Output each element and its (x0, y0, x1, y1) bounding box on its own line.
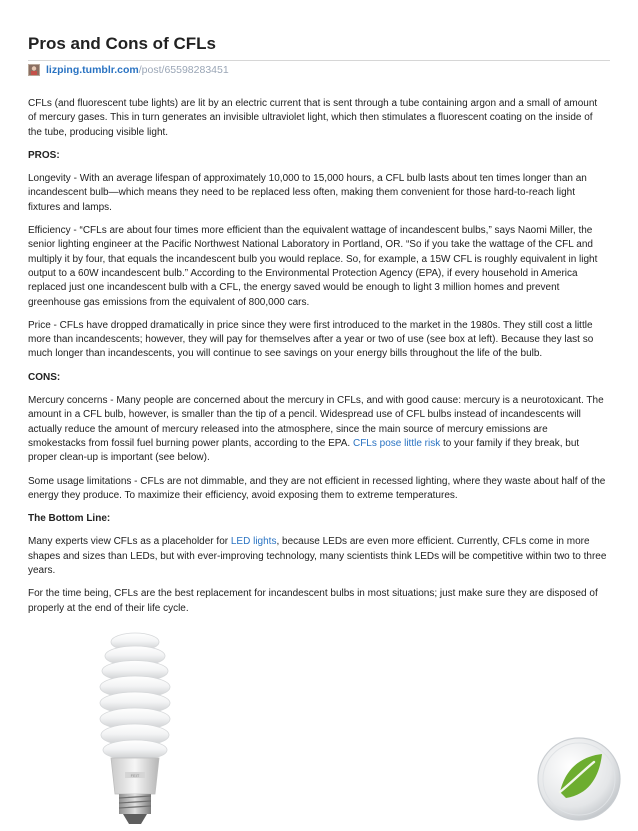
leaf-logo-icon (536, 736, 622, 822)
led-lights-link[interactable]: LED lights (230, 536, 277, 548)
cons-mercury-text: Mercury concerns - Many people are concerned about the mercury in CFLs, and with good cause: mercury is a neurotoxicant. The amount in a CFL bulb, however, is smaller than the tip of a pencil. Widespread use of CFL bulbs instead of incandescents will actually reduce the amount of mercury released into the atmosphere, since the main source of mercury emissions are smokestacks from fossil fuel burning power plants, according to the EPA. (28, 395, 604, 449)
source-domain-link[interactable]: lizping.tumblr.com (46, 64, 139, 76)
pros-efficiency-paragraph: Efficiency - “CFLs are about four times more efficient than the equivalent wattage of incandescent bulbs,” says Naomi Miller, the senior lighting engineer at the Pacific Northwest National Laboratory in Portland, OR. “So if you take the wattage of the CFL and multiply it by four, that equals the incandescent bulb you would replace. So, for example, a 15W CFL is roughly equivalent in light output to a 60W incandescent bulb.” According to the Environmental Protection Agency (EPA), if every household in America replaced just one incandescent bulb with a CFL, the energy saved would be enough to light 3 million homes and prevent greenhouse gas emissions from the equivalent of 800,000 cars. (28, 225, 598, 308)
bottom-line-paragraph-1 (28, 535, 608, 578)
svg-text:FEIT: FEIT (130, 773, 140, 778)
title-divider (28, 60, 610, 61)
source-path-link[interactable]: /post/65598283451 (138, 64, 229, 76)
tumblr-avatar-icon (28, 64, 40, 76)
cons-mercury-tail: to your family if they break, but proper clean-up is important (see below). (28, 437, 580, 464)
cons-usage-paragraph: Some usage limitations - CFLs are not dimmable, and they are not efficient in recessed lighting, where they waste about half of the energy they produce. To maximize their efficiency, avoid exposing them to extreme temperatures. (28, 475, 606, 501)
cfl-spiral-bulb-image (95, 632, 179, 826)
article-body (28, 97, 608, 625)
cons-heading: CONS: (28, 371, 61, 383)
bottom-line-paragraph-2: For the time being, CFLs are the best replacement for incandescent bulbs in most situations; just make sure they are disposed of properly at the end of their life cycle. (28, 588, 598, 614)
pros-heading: PROS: (28, 149, 60, 161)
bottom-line-p1-before: Many experts view CFLs as a placeholder for (28, 536, 231, 548)
cfls-pose-little-risk-link[interactable]: CFLs pose little risk (352, 437, 441, 449)
pros-price-paragraph: Price - CFLs have dropped dramatically in price since they were first introduced to the market in the 1980s. They still cost a little more than incandescents; however, they will pay for themselves after a year or two of use (see box at left). Because they last so much longer than incandescents, you will continue to see savings on your energy bills throughout the life of the bulb. (28, 319, 594, 360)
pros-longevity-paragraph: Longevity - With an average lifespan of approximately 10,000 to 15,000 hours, a CFL bulb lasts about ten times longer than an incandescent bulb—which means they need to be replaced less often, making them convenient for those hard-to-reach light fixtures and lamps. (28, 173, 587, 213)
cons-mercury-paragraph (28, 394, 608, 465)
intro-paragraph: CFLs (and fluorescent tube lights) are lit by an electric current that is sent through a tube containing argon and a small of amount of mercury gases. This in turn generates an invisible ultraviolet light, which then stimulates a fluorescent coating on the inside of the tube, producing visible light. (28, 98, 598, 138)
page-title: Pros and Cons of CFLs (28, 34, 216, 53)
bottom-line-heading: The Bottom Line: (28, 513, 111, 525)
source-line (28, 64, 229, 76)
bottom-line-p1-after: , because LEDs are even more efficient. Currently, CFLs come in more shapes and sizes than LEDs, but with ever-improving technology, many scientists think LEDs will be competitive within two to three years. (28, 536, 607, 577)
